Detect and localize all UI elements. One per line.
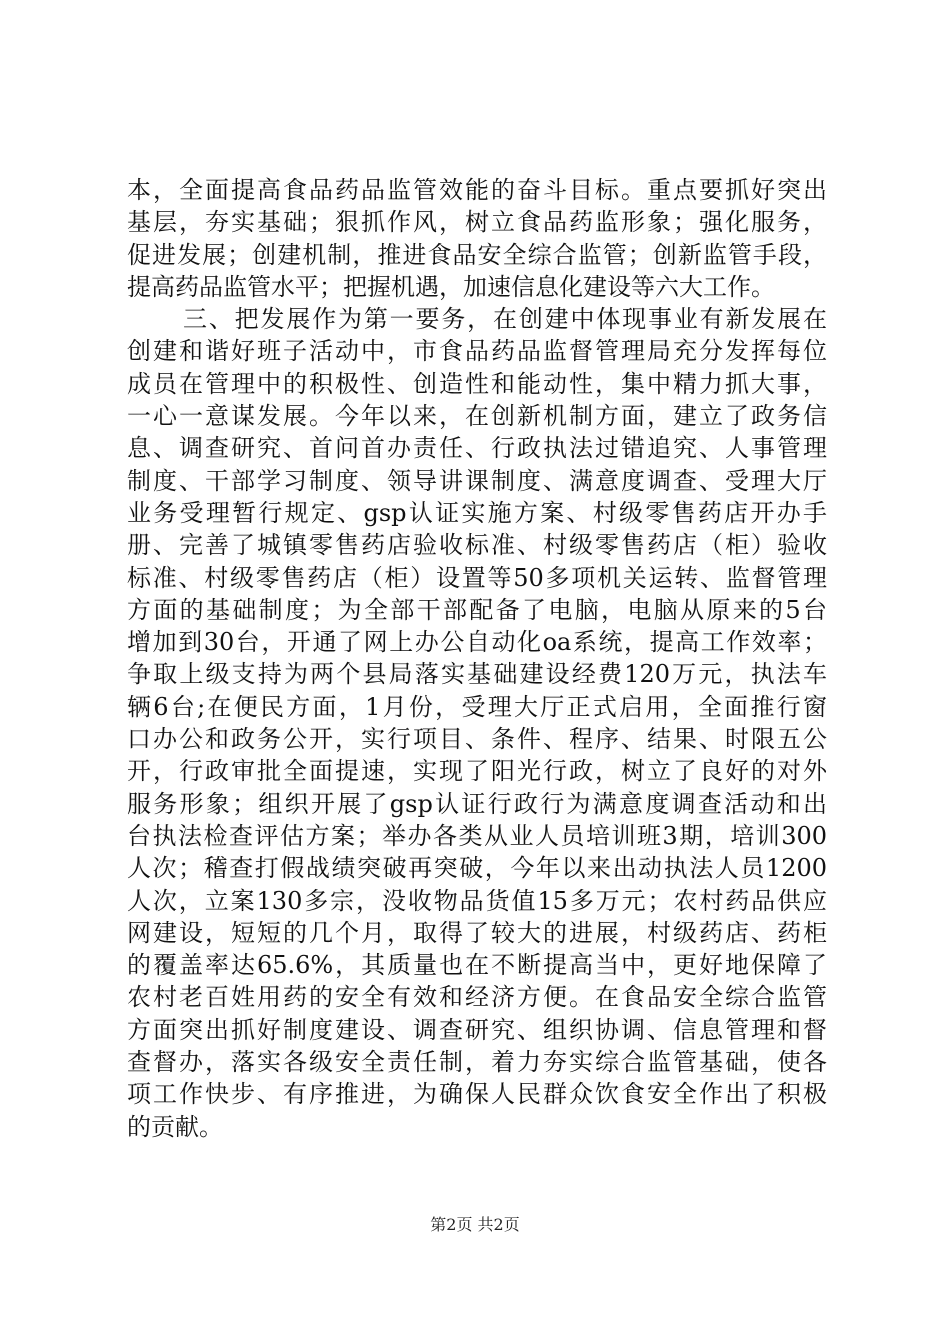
text-line: 提高药品监管水平；把握机遇，加速信息化建设等六大工作。 (127, 272, 775, 301)
text-line: 开，行政审批全面提速，实现了阳光行政，树立了良好的对外 (127, 757, 827, 786)
text-line: 息、调查研究、首问首办责任、行政执法过错追究、人事管理 (127, 434, 827, 463)
text-line: 口办公和政务公开，实行项目、条件、程序、结果、时限五公 (127, 725, 827, 754)
text-line: 促进发展；创建机制，推进食品安全综合监管；创新监管手段， (127, 240, 827, 269)
body-text (127, 174, 827, 1143)
text-line: 人次，立案130多宗，没收物品货值15多万元；农村药品供应 (127, 886, 827, 915)
text-line: 的贡献。 (127, 1112, 223, 1141)
text-line: 制度、干部学习制度、领导讲课制度、满意度调查、受理大厅 (127, 466, 827, 495)
section-heading-line: 三、把发展作为第一要务，在创建中体现事业有新发展在 (183, 305, 827, 334)
text-line: 查督办，落实各级安全责任制，着力夯实综合监管基础，使各 (127, 1048, 827, 1077)
text-line: 基层，夯实基础；狠抓作风，树立食品药监形象；强化服务， (127, 208, 827, 237)
text-line: 项工作快步、有序推进，为确保人民群众饮食安全作出了积极 (127, 1080, 827, 1109)
text-line: 创建和谐好班子活动中，市食品药品监督管理局充分发挥每位 (127, 337, 827, 366)
text-line: 本，全面提高食品药品监管效能的奋斗目标。重点要抓好突出 (127, 176, 827, 204)
text-line: 的覆盖率达65.6%，其质量也在不断提高当中，更好地保障了 (127, 951, 827, 980)
page-footer: 第2页 共2页 (430, 1215, 520, 1234)
text-line: 方面的基础制度；为全部干部配备了电脑，电脑从原来的5台 (127, 595, 827, 624)
text-line: 一心一意谋发展。今年以来，在创新机制方面，建立了政务信 (127, 402, 827, 431)
text-line: 争取上级支持为两个县局落实基础建设经费120万元，执法车 (127, 660, 827, 689)
text-line: 方面突出抓好制度建设、调查研究、组织协调、信息管理和督 (127, 1015, 827, 1044)
text-line: 册、完善了城镇零售药店验收标准、村级零售药店（柜）验收 (127, 531, 827, 560)
text-line: 人次；稽查打假战绩突破再突破，今年以来出动执法人员1200 (127, 854, 827, 883)
text-line: 标准、村级零售药店（柜）设置等50多项机关运转、监督管理 (127, 563, 827, 592)
text-line: 业务受理暂行规定、gsp认证实施方案、村级零售药店开办手 (127, 498, 827, 527)
text-line: 网建设，短短的几个月，取得了较大的进展，村级药店、药柜 (127, 918, 827, 947)
text-line: 成员在管理中的积极性、创造性和能动性，集中精力抓大事， (127, 369, 827, 398)
text-line: 服务形象；组织开展了gsp认证行政行为满意度调查活动和出 (127, 789, 827, 818)
text-line: 辆6台;在便民方面，1月份，受理大厅正式启用，全面推行窗 (127, 692, 827, 721)
text-line: 台执法检查评估方案；举办各类从业人员培训班3期，培训300 (127, 821, 827, 850)
text-line: 增加到30台，开通了网上办公自动化oa系统，提高工作效率； (127, 628, 827, 657)
text-line: 农村老百姓用药的安全有效和经济方便。在食品安全综合监管 (127, 983, 827, 1012)
